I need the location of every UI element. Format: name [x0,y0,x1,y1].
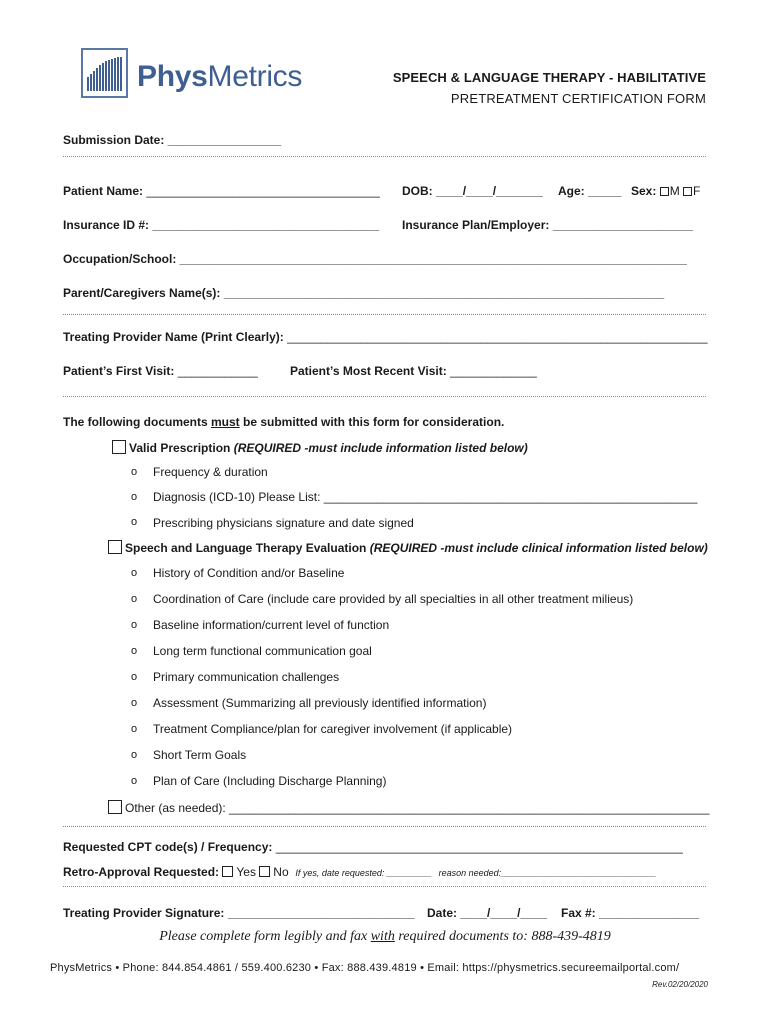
sex-field: Sex: M F [631,184,701,198]
list-bullet: o [131,491,138,503]
list-item: Short Term Goals [153,748,247,762]
slp-evaluation-item: Speech and Language Therapy Evaluation (REQUIRED -must include clinical information listed below) [108,540,708,555]
list-item: Treatment Compliance/plan for caregiver involvement (if applicable) [153,722,513,736]
footer-contact: PhysMetrics • Phone: 844.854.4861 / 559.400.6230 • Fax: 888.439.4819 • Email: https://physmetrics.secureemailportal.com/ [50,962,680,974]
other-field[interactable]: Other (as needed): ________________________________________________________________________ [125,801,710,815]
divider [63,826,706,827]
fax-number-field[interactable]: Fax #: _______________ [561,906,700,920]
list-item: Assessment (Summarizing all previously identified information) [153,696,487,710]
divider [63,396,706,397]
valid-prescription-item: Valid Prescription (REQUIRED -must include information listed below) [112,440,528,455]
list-bullet: o [131,645,138,657]
divider [63,314,706,315]
list-item: Prescribing physicians signature and date signed [153,516,414,530]
documents-intro: The following documents must be submitted with this form for consideration. [63,415,505,429]
retro-yes-checkbox[interactable] [222,866,233,877]
first-visit-field[interactable]: Patient’s First Visit: ____________ [63,364,258,378]
list-bullet: o [131,723,138,735]
divider [63,156,706,157]
list-item: Baseline information/current level of function [153,618,390,632]
list-bullet: o [131,619,138,631]
signature-date-field[interactable]: Date: ____/____/____ [427,906,548,920]
list-bullet: o [131,567,138,579]
list-item: Frequency & duration [153,465,268,479]
cpt-codes-field[interactable]: Requested CPT code(s) / Frequency: _____________________________________________________________ [63,840,683,854]
revision-date: Rev.02/20/2020 [652,980,708,989]
slp-evaluation-checkbox[interactable] [108,540,122,554]
list-bullet: o [131,593,138,605]
list-item: Primary communication challenges [153,670,340,684]
treating-provider-field[interactable]: Treating Provider Name (Print Clearly): _______________________________________________________________ [63,330,708,344]
other-checkbox[interactable] [108,800,122,814]
form-subtitle: PRETREATMENT CERTIFICATION FORM [450,91,706,106]
list-bullet: o [131,671,138,683]
list-item: Coordination of Care (include care provided by all specialties in all other treatment milieus) [153,592,634,606]
logo-mark-icon [81,48,128,98]
recent-visit-field[interactable]: Patient’s Most Recent Visit: _____________ [290,364,537,378]
list-bullet: o [131,466,138,478]
retro-date-field[interactable]: If yes, date requested: _________ [295,868,432,878]
divider [63,886,706,887]
list-bullet: o [131,516,138,528]
other-item [108,800,710,815]
form-title: SPEECH & LANGUAGE THERAPY - HABILITATIVE [392,70,706,85]
patient-name-field[interactable]: Patient Name: ___________________________________ [63,184,380,198]
fax-instructions: Please complete form legibly and fax with required documents to: 888-439-4819 [159,929,611,944]
occupation-field[interactable]: Occupation/School: ____________________________________________________________________________ [63,252,687,266]
insurance-plan-field[interactable]: Insurance Plan/Employer: _____________________ [402,218,693,232]
valid-prescription-checkbox[interactable] [112,440,126,454]
age-field[interactable]: Age: _____ [558,184,622,198]
list-bullet: o [131,749,138,761]
list-item: Long term functional communication goal [153,644,372,658]
sex-f-checkbox[interactable] [683,187,692,196]
insurance-id-field[interactable]: Insurance ID #: __________________________________ [63,218,380,232]
list-bullet: o [131,697,138,709]
provider-signature-field[interactable]: Treating Provider Signature: ____________________________ [63,906,415,920]
physmetrics-logo [81,48,323,100]
list-item: History of Condition and/or Baseline [153,566,345,580]
retro-no-checkbox[interactable] [259,866,270,877]
dob-field[interactable]: DOB: ____/____/_______ [402,184,543,198]
retro-reason-field[interactable]: reason needed:_______________________________ [438,868,657,878]
sex-m-checkbox[interactable] [660,187,669,196]
submission-date-field[interactable]: Submission Date: _________________ [63,133,282,147]
list-bullet: o [131,775,138,787]
parent-caregiver-field[interactable]: Parent/Caregivers Name(s): __________________________________________________________________ [63,286,665,300]
logo-wordmark: PhysMetrics [137,60,303,93]
list-item: Plan of Care (Including Discharge Planning) [153,774,387,788]
retro-approval-row: Retro-Approval Requested: Yes No If yes, date requested: _________ reason needed:_______________________________ [63,865,657,879]
diagnosis-field[interactable]: Diagnosis (ICD-10) Please List: ________________________________________________________ [153,490,698,504]
